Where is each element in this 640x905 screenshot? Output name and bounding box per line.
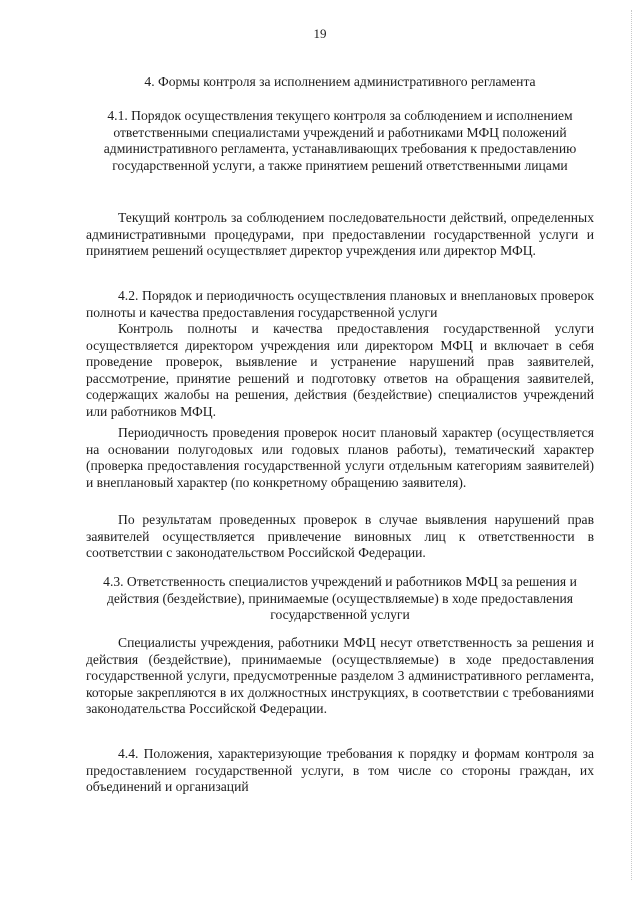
subsection-4-3-heading: 4.3. Ответственность специалистов учреждений и работников МФЦ за решения и действия (бездействие), принимаемые (осуществляемые) в ходе предоставления государственной услуги [103,574,577,623]
subsection-4-2-paragraph-2: Периодичность проведения проверок носит плановый характер (осуществляется на основании полугодовых или годовых планов работы), тематический характер (проверка предоставления государственной услуги отдельным категориям заявителей) и внеплановый характер (по конкретному обращению заявителя). [86,425,594,490]
subsection-4-4-heading: 4.4. Положения, характеризующие требования к порядку и формам контроля за предоставлением государственной услуги, в том числе со стороны граждан, их объединений и организаций [86,746,594,795]
subsection-4-1-paragraph: Текущий контроль за соблюдением последовательности действий, определенных административными процедурами, при предоставлении государственной услуги и принятием решений осуществляет директор учреждения или директор МФЦ. [86,210,594,259]
subsection-4-1-heading: 4.1. Порядок осуществления текущего контроля за соблюдением и исполнением ответственными специалистами учреждений и работниками МФЦ положений административного регламента, устанавливающих требования к предоставлению государственной услуги, а также принятием решений ответственными лицами [103,108,577,173]
subsection-4-2-heading: 4.2. Порядок и периодичность осуществления плановых и внеплановых проверок полноты и качества предоставления государственной услуги [86,288,594,320]
scan-edge-line [630,10,632,880]
subsection-4-2-paragraph-1: Контроль полноты и качества предоставления государственной услуги осуществляется директором учреждения или директором МФЦ и включает в себя проведение проверок, выявление и устранение нарушений прав заявителей, рассмотрение, принятие решений и подготовку ответов на обращения заявителей, содержащих жалобы на решения, действия (бездействие) специалистов учреждений или работников МФЦ. [86,321,594,419]
page-number: 19 [313,26,327,41]
subsection-4-2-paragraph-3: По результатам проведенных проверок в случае выявления нарушений прав заявителей осуществляется привлечение виновных лиц к ответственности в соответствии с законодательством Российской Федерации. [86,512,594,561]
subsection-4-3-paragraph: Специалисты учреждения, работники МФЦ несут ответственность за решения и действия (бездействие), принимаемые (осуществляемые) в ходе предоставления государственной услуги, предусмотренные разделом 3 административного регламента, которые закрепляются в их должностных инструкциях, в соответствии с требованиями законодательства Российской Федерации. [86,635,594,717]
section-title: 4. Формы контроля за исполнением административного регламента [144,74,536,89]
